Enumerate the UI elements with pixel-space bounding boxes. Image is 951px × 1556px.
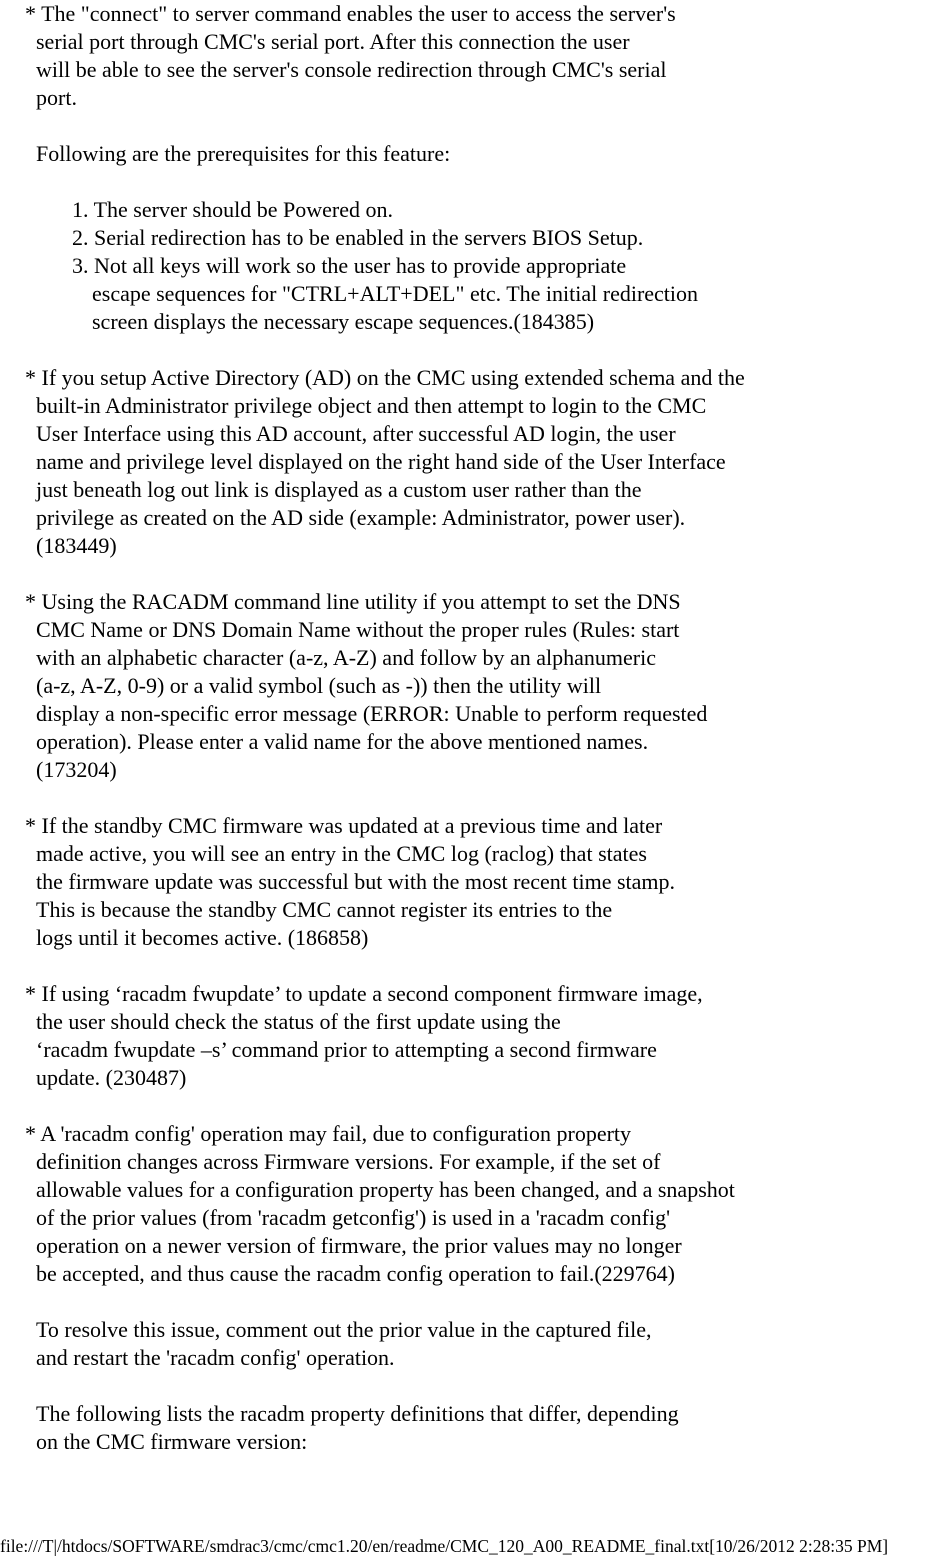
bullet-line: * The "connect" to server command enables the user to access the server's (25, 1, 676, 26)
bullet-line: * If you setup Active Directory (AD) on the CMC using extended schema and the (25, 365, 745, 390)
text-line: privilege as created on the AD side (example: Administrator, power user). (36, 505, 686, 530)
bullet-line: * If using ‘racadm fwupdate’ to update a second component firmware image, (25, 981, 703, 1006)
blank-line (0, 784, 951, 812)
text-line: display a non-specific error message (ERROR: Unable to perform requested (36, 701, 708, 726)
text-line: be accepted, and thus cause the racadm config operation to fail.(229764) (36, 1261, 675, 1286)
text-line: of the prior values (from 'racadm getconfig') is used in a 'racadm config' (36, 1205, 671, 1230)
text-line: operation). Please enter a valid name for the above mentioned names. (36, 729, 649, 754)
text-line: made active, you will see an entry in the CMC log (raclog) that states (36, 841, 647, 866)
list-item-line: 1. The server should be Powered on. (72, 197, 393, 222)
text-line: ‘racadm fwupdate –s’ command prior to attempting a second firmware (36, 1037, 657, 1062)
text-line: and restart the 'racadm config' operation. (36, 1345, 395, 1370)
text-line: built-in Administrator privilege object and then attempt to login to the CMC (36, 393, 707, 418)
text-line: will be able to see the server's console redirection through CMC's serial (36, 57, 667, 82)
text-line: serial port through CMC's serial port. After this connection the user (36, 29, 630, 54)
text-line: port. (36, 85, 77, 110)
page-footer-url: file:///T|/htdocs/SOFTWARE/smdrac3/cmc/cmc1.20/en/readme/CMC_120_A00_README_final.txt[10/26/2012 2:28:35 PM] (0, 1536, 889, 1556)
text-line: the user should check the status of the first update using the (36, 1009, 561, 1034)
blank-line (0, 1372, 951, 1400)
text-line: logs until it becomes active. (186858) (36, 925, 369, 950)
text-line: (173204) (36, 757, 117, 782)
blank-line (0, 952, 951, 980)
bullet-line: * If the standby CMC firmware was updated at a previous time and later (25, 813, 663, 838)
text-line: CMC Name or DNS Domain Name without the proper rules (Rules: start (36, 617, 680, 642)
text-line: definition changes across Firmware versions. For example, if the set of (36, 1149, 661, 1174)
list-item-line: screen displays the necessary escape sequences.(184385) (92, 309, 595, 334)
bullet-line: * A 'racadm config' operation may fail, due to configuration property (25, 1121, 632, 1146)
blank-line (0, 168, 951, 196)
text-line: with an alphabetic character (a-z, A-Z) and follow by an alphanumeric (36, 645, 656, 670)
blank-line (0, 1288, 951, 1316)
blank-line (0, 560, 951, 588)
text-line: name and privilege level displayed on the right hand side of the User Interface (36, 449, 726, 474)
text-line: (183449) (36, 533, 117, 558)
blank-line (0, 336, 951, 364)
text-line: This is because the standby CMC cannot register its entries to the (36, 897, 613, 922)
blank-line (0, 112, 951, 140)
text-line: The following lists the racadm property definitions that differ, depending (36, 1401, 679, 1426)
blank-line (0, 1092, 951, 1120)
bullet-line: * Using the RACADM command line utility if you attempt to set the DNS (25, 589, 681, 614)
text-line: on the CMC firmware version: (36, 1429, 308, 1454)
text-line: allowable values for a configuration property has been changed, and a snapshot (36, 1177, 735, 1202)
text-line: just beneath log out link is displayed as a custom user rather than the (36, 477, 642, 502)
text-line: To resolve this issue, comment out the prior value in the captured file, (36, 1317, 652, 1342)
text-line: operation on a newer version of firmware, the prior values may no longer (36, 1233, 682, 1258)
text-line: (a-z, A-Z, 0-9) or a valid symbol (such as -)) then the utility will (36, 673, 602, 698)
text-line: update. (230487) (36, 1065, 187, 1090)
text-line: User Interface using this AD account, after successful AD login, the user (36, 421, 676, 446)
list-item-line: 3. Not all keys will work so the user has to provide appropriate (72, 253, 627, 278)
list-item-line: escape sequences for "CTRL+ALT+DEL" etc. The initial redirection (92, 281, 699, 306)
text-line: the firmware update was successful but with the most recent time stamp. (36, 869, 676, 894)
text-line: Following are the prerequisites for this feature: (36, 141, 451, 166)
list-item-line: 2. Serial redirection has to be enabled in the servers BIOS Setup. (72, 225, 644, 250)
